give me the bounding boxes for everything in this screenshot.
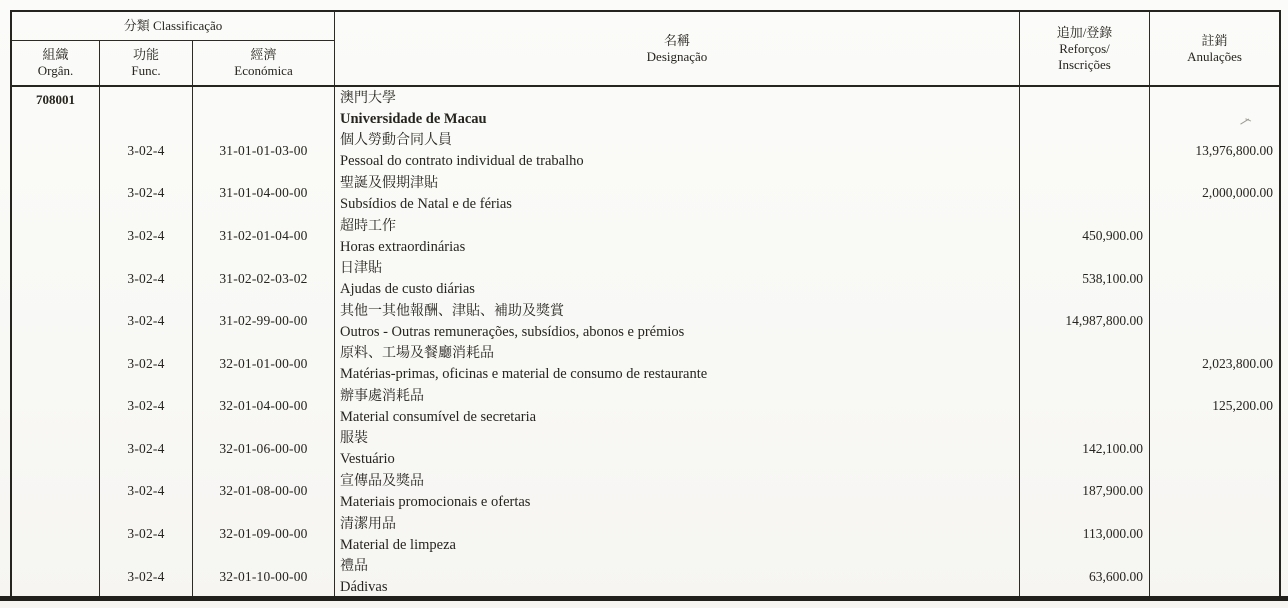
- designation-zh: 超時工作: [340, 218, 396, 234]
- cancellations-amount-cell: [1150, 215, 1279, 258]
- organic-code-cell: [12, 513, 100, 556]
- designation-zh: 聖誕及假期津貼: [340, 175, 438, 191]
- functional-code-cell: 3-02-4: [100, 342, 193, 385]
- designation-pt: Matérias-primas, oficinas e material de consumo de restaurante: [340, 366, 708, 383]
- reinforcements-amount-cell: 63,600.00: [1020, 555, 1150, 598]
- reinforcements-amount-cell: [1020, 342, 1150, 385]
- designation-zh: 個人勞動合同人員: [340, 133, 452, 149]
- header-reinforcements-pt2: Inscrições: [1058, 56, 1111, 72]
- organic-code-cell: [12, 300, 100, 343]
- table-row: [12, 130, 1279, 173]
- designation-pt: Vestuário: [340, 451, 395, 468]
- designation-zh: 辦事處消耗品: [340, 388, 424, 404]
- header-functional-pt: Func.: [131, 63, 161, 78]
- functional-code-cell: 3-02-4: [100, 300, 193, 343]
- organic-code-cell: [12, 342, 100, 385]
- cancellations-amount-cell: 13,976,800.00: [1195, 142, 1273, 158]
- table-row: [12, 300, 1279, 343]
- economic-code-cell: 32-01-04-00-00: [193, 385, 335, 428]
- organic-code-cell: [12, 215, 100, 258]
- organic-code-cell: [12, 555, 100, 598]
- header-functional: [100, 41, 193, 85]
- reinforcements-amount-cell: [1020, 385, 1150, 428]
- designation-cell: [335, 130, 1020, 173]
- header-cancellations-zh: 註銷: [1201, 32, 1228, 48]
- economic-code-cell: 32-01-06-00-00: [193, 428, 335, 471]
- table-row: [12, 87, 1279, 130]
- cancellations-amount-cell: [1150, 300, 1279, 343]
- designation-pt: Dádivas: [340, 579, 388, 596]
- table-row: [12, 257, 1279, 300]
- economic-code-cell: [193, 87, 335, 130]
- header-economic-pt: Económica: [234, 63, 293, 78]
- designation-cell: [335, 385, 1020, 428]
- header-reinforcements-pt1: Reforços/: [1059, 40, 1110, 56]
- reinforcements-amount-cell: [1020, 172, 1150, 215]
- reinforcements-amount-cell: 142,100.00: [1020, 428, 1150, 471]
- designation-pt: Material de limpeza: [340, 536, 456, 553]
- reinforcements-amount-cell: [1020, 130, 1150, 173]
- designation-pt: Subsídios de Natal e de férias: [340, 195, 512, 212]
- designation-cell: [335, 215, 1020, 258]
- reinforcements-amount-cell: 450,900.00: [1020, 215, 1150, 258]
- table-row: [12, 172, 1279, 215]
- functional-code-cell: 3-02-4: [100, 257, 193, 300]
- organic-code-cell: [12, 428, 100, 471]
- functional-code-cell: [100, 87, 193, 130]
- table-header: [12, 12, 1279, 87]
- organic-code-cell: [12, 257, 100, 300]
- economic-code-cell: 31-01-01-03-00: [193, 130, 335, 173]
- bottom-rule: [0, 596, 1288, 601]
- designation-zh: 清潔用品: [340, 516, 396, 532]
- reinforcements-amount-cell: 14,987,800.00: [1020, 300, 1150, 343]
- functional-code-cell: 3-02-4: [100, 513, 193, 556]
- table-row: [12, 428, 1279, 471]
- functional-code-cell: 3-02-4: [100, 385, 193, 428]
- designation-zh: 宣傳品及獎品: [340, 474, 424, 489]
- cancellations-amount-cell: [1150, 87, 1279, 130]
- reinforcements-amount-cell: 187,900.00: [1020, 470, 1150, 513]
- designation-zh: 服裝: [340, 431, 368, 447]
- header-classification-label: 分類 Classificação: [123, 18, 223, 33]
- designation-pt: Ajudas de custo diárias: [340, 281, 475, 298]
- table-body: [12, 87, 1279, 598]
- designation-zh: 澳門大學: [340, 90, 396, 106]
- organic-code-cell: [12, 470, 100, 513]
- table-row: [12, 385, 1279, 428]
- functional-code-cell: 3-02-4: [100, 555, 193, 598]
- organic-code-cell: [12, 172, 100, 215]
- header-functional-zh: 功能: [132, 47, 159, 62]
- header-organic-pt: Orgân.: [37, 63, 74, 78]
- designation-pt: Materiais promocionais e ofertas: [340, 494, 531, 510]
- functional-code-cell: 3-02-4: [100, 428, 193, 471]
- header-classification: [12, 12, 335, 41]
- economic-code-cell: 31-01-04-00-00: [193, 172, 335, 215]
- economic-code-cell: 32-01-01-00-00: [193, 342, 335, 385]
- designation-zh: 日津貼: [340, 261, 382, 277]
- reinforcements-amount-cell: 113,000.00: [1020, 513, 1150, 556]
- header-designation-pt: Designação: [646, 48, 708, 64]
- designation-zh: 禮品: [340, 559, 368, 575]
- functional-code-cell: 3-02-4: [100, 470, 193, 513]
- functional-code-cell: 3-02-4: [100, 215, 193, 258]
- table-row: [12, 342, 1279, 385]
- organic-code-cell: [12, 385, 100, 428]
- economic-code-cell: 32-01-08-00-00: [193, 470, 335, 513]
- cancellations-amount-cell: 125,200.00: [1212, 398, 1273, 414]
- table-row: [12, 513, 1279, 556]
- cancellations-amount-cell: 2,000,000.00: [1202, 185, 1273, 201]
- economic-code-cell: 32-01-10-00-00: [193, 555, 335, 598]
- designation-cell: [335, 513, 1020, 556]
- budget-table: [10, 10, 1281, 598]
- designation-cell: [335, 555, 1020, 598]
- designation-cell: [335, 257, 1020, 300]
- header-designation-zh: 名稱: [663, 32, 690, 48]
- economic-code-cell: 31-02-01-04-00: [193, 215, 335, 258]
- designation-cell: [335, 428, 1020, 471]
- header-economic-zh: 經濟: [250, 47, 277, 62]
- functional-code-cell: 3-02-4: [100, 172, 193, 215]
- header-organic: [12, 41, 100, 85]
- designation-pt: Horas extraordinárias: [340, 238, 466, 255]
- economic-code-cell: 31-02-02-03-02: [193, 257, 335, 300]
- table-row: [12, 215, 1279, 258]
- functional-code-cell: 3-02-4: [100, 130, 193, 173]
- designation-pt: Material consumível de secretaria: [340, 408, 537, 425]
- cancellations-amount-cell: [1150, 257, 1279, 300]
- designation-pt: Pessoal do contrato individual de trabalho: [340, 153, 584, 170]
- header-reinforcements-zh: 追加/登錄: [1056, 24, 1113, 40]
- designation-zh: 其他一其他報酬、津貼、補助及獎賞: [340, 303, 564, 319]
- header-economic: [193, 41, 335, 85]
- designation-cell: [335, 300, 1020, 343]
- economic-code-cell: 31-02-99-00-00: [193, 300, 335, 343]
- header-cancellations: [1150, 12, 1279, 85]
- reinforcements-amount-cell: 538,100.00: [1020, 257, 1150, 300]
- designation-pt: Outros - Outras remunerações, subsídios, abonos e prémios: [340, 323, 685, 340]
- economic-code-cell: 32-01-09-00-00: [193, 513, 335, 556]
- designation-cell: [335, 470, 1020, 513]
- table-row: [12, 555, 1279, 598]
- header-reinforcements: [1020, 12, 1150, 85]
- table-row: [12, 470, 1279, 513]
- cancellations-amount-cell: [1150, 513, 1279, 556]
- cancellations-amount-cell: [1150, 555, 1279, 598]
- cancellations-amount-cell: 2,023,800.00: [1202, 355, 1273, 371]
- header-designation: [335, 12, 1020, 85]
- organic-code-cell: [12, 130, 100, 173]
- organic-code-cell: 708001: [12, 87, 100, 130]
- header-cancellations-pt: Anulações: [1187, 48, 1242, 64]
- reinforcements-amount-cell: [1020, 87, 1150, 130]
- cancellations-amount-cell: [1150, 470, 1279, 513]
- cancellations-amount-cell: [1150, 428, 1279, 471]
- designation-cell: [335, 87, 1020, 130]
- designation-pt: Universidade de Macau: [340, 110, 487, 127]
- header-organic-zh: 組織: [42, 47, 69, 62]
- designation-cell: [335, 172, 1020, 215]
- designation-cell: [335, 342, 1020, 385]
- designation-zh: 原料、工場及餐廳消耗品: [340, 346, 494, 362]
